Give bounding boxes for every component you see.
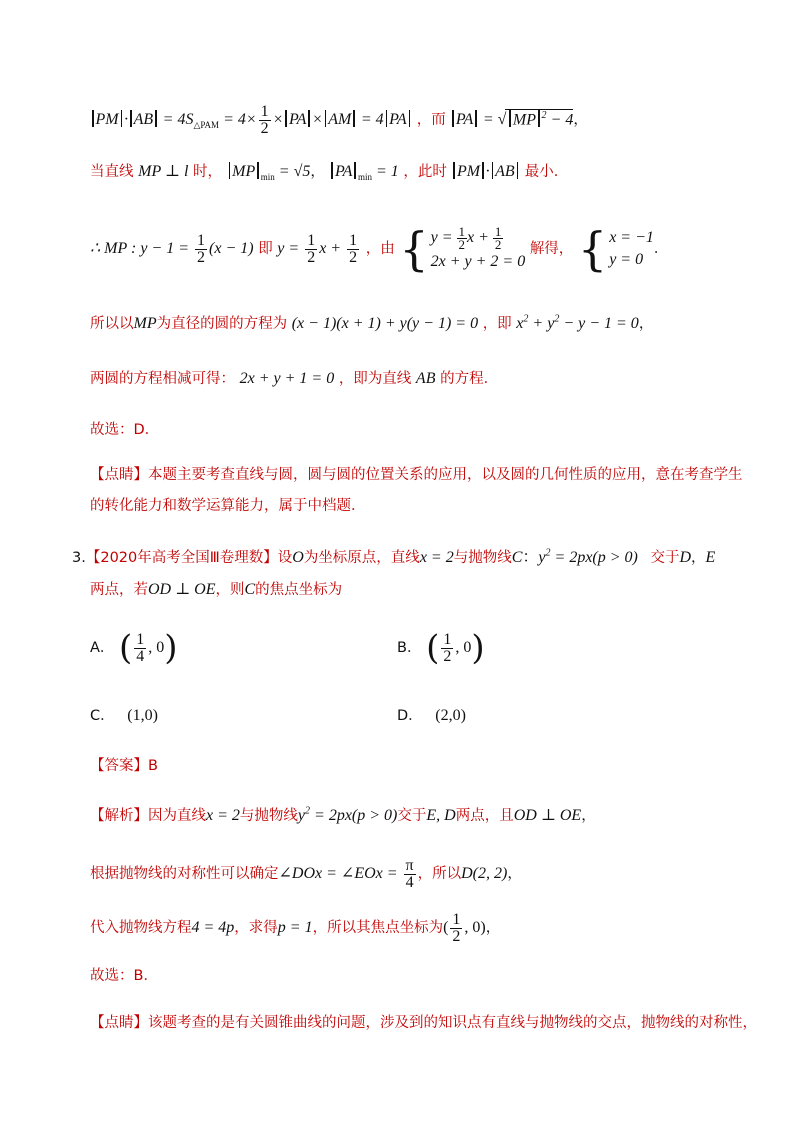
answer-line: 【答案】B [90,758,158,774]
solution-line-5: 两圆的方程相减可得： 2x + y + 1 = 0 ，即为直线 AB 的方程． [90,370,499,387]
math-pa-sqrt: PA = √ MP $^2$ − 4 [450,111,573,128]
analysis-line-3: 代入抛物线方程4 = 4p，求得p = 1，所以其焦点坐标为( $\frac{1}{2}$ , 0)， [90,911,501,945]
option-c[interactable]: C． (1,0) [90,707,158,724]
text-and: ，而 [416,112,446,129]
answer-choice-1: 故选：D． [90,422,160,438]
solution-line-4: 所以以MP为直径的圆的方程为 (x − 1)(x + 1) + y(y − 1) = 0 ，即 $x^2 + y^2 - y - 1 = 0$， [90,313,654,332]
analysis-line-1: 【解析】因为直线x = 2与抛物线$y^2 = 2px(p > 0)$交于E, D两点，且OD ⊥ OE， [90,805,596,824]
comment-1-line-2: 的转化能力和数学运算能力，属于中档题． [90,498,366,514]
option-d[interactable]: D． (2,0) [397,707,466,724]
solution-line-2: 当直线 MP ⊥ l 时， MP $_{min}$ = √5， PA $_{min}$ = 1 ，此时 PM · AB 最小． [90,163,569,182]
solution-line-3: ∴ MP : y − 1 = $\frac{1}{2}$ (x − 1) 即 y = $\frac{1}{2}$ x + $\frac{1}{2}$ ，由 { y = $\frac{1}{2}$ x + $\frac{1}{2}$ 2x + y + 2 = 0 解得， { x = −1 y = 0 ． [90,222,669,276]
comment-1-line-1: 【点睛】本题主要考查直线与圆，圆与圆的位置关系的应用，以及圆的几何性质的应用，意在考查学生 [90,467,743,483]
comment-2-line-1: 【点睛】该题考查的是有关圆锥曲线的问题，涉及到的知识点有直线与抛物线的交点，抛物线的对称性， [90,1015,757,1031]
answer-choice-2: 故选：B． [90,968,158,984]
analysis-line-2: 根据抛物线的对称性可以确定∠DOx = ∠EOx = $\frac{\pi}{4}$ ，所以D(2, 2)， [90,857,522,891]
option-b[interactable]: B． ( $\frac{1}{2}$ , 0) [397,628,485,668]
question-3-line-1: 3.【2020年高考全国Ⅲ卷理数】设O为坐标原点，直线x = 2与抛物线C：$y^2 = 2px(p > 0)$ 交于D，E [72,547,716,566]
solution-line-1: PM · AB = $4S_{\triangle PAM} = 4\times$ $\frac{1}{2}$ × PA × AM = 4 PA ，而 PA = √ MP $^2$ − 4， [90,104,588,137]
math-pm-ab: PM · AB = $4S_{\triangle PAM} = 4\times$ $\frac{1}{2}$ × PA × AM = 4 PA [90,111,412,128]
question-3-line-2: 两点，若OD ⊥ OE，则C的焦点坐标为 [90,581,343,598]
option-a[interactable]: A． ( $\frac{1}{4}$ , 0) [90,628,178,668]
